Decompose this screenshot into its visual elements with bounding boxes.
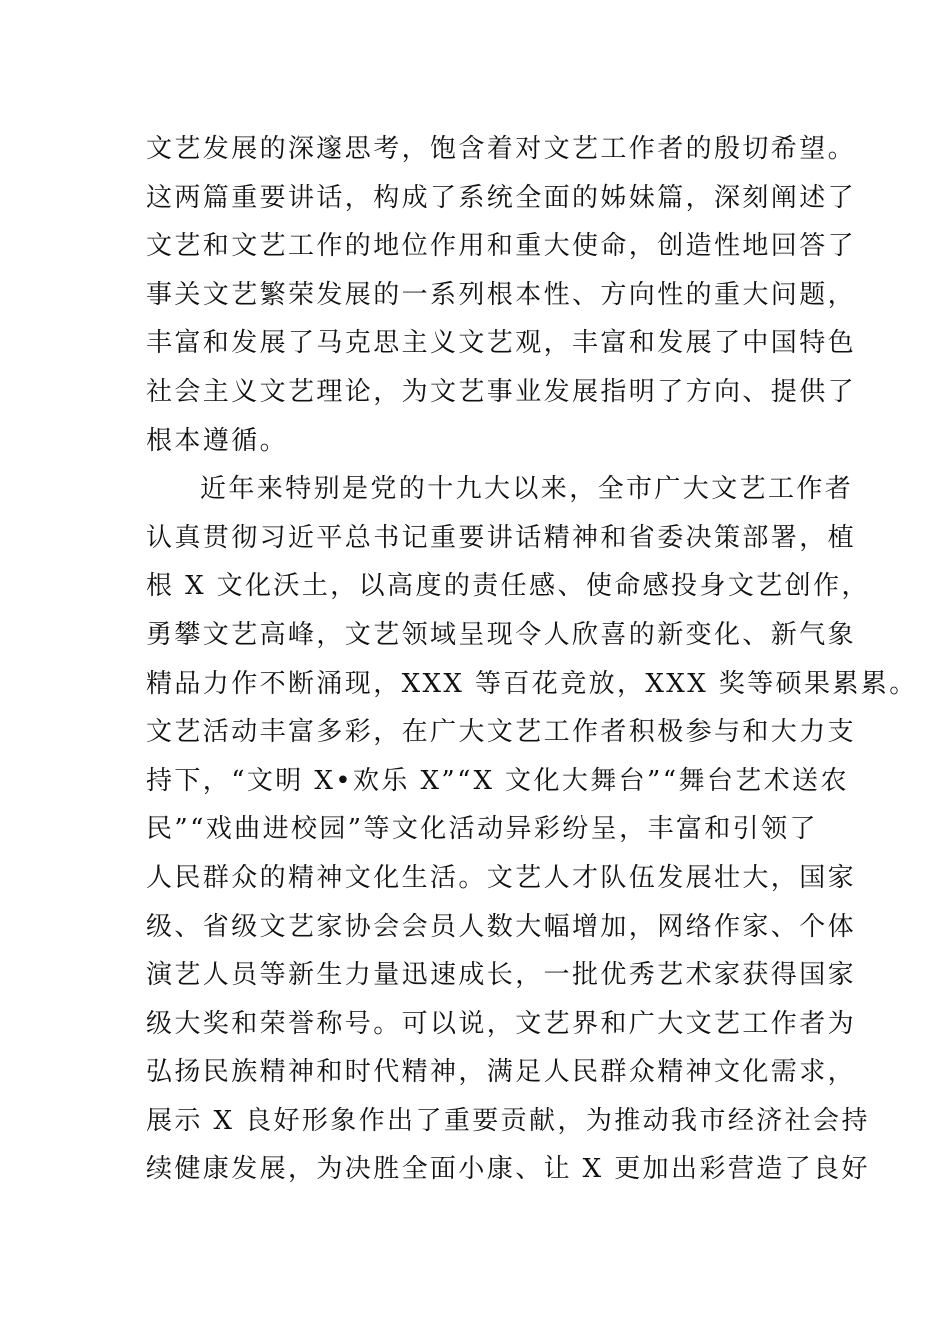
text-line: 事关文艺繁荣发展的一系列根本性、方向性的重大问题， [146, 279, 857, 310]
text-line: 弘扬民族精神和时代精神，满足人民群众精神文化需求， [146, 1057, 857, 1088]
text-line: 级、省级文艺家协会会员人数大幅增加，网络作家、个体 [146, 911, 857, 942]
body-text [146, 125, 918, 1194]
text-line: 根 X 文化沃土，以高度的责任感、使命感投身文艺创作， [146, 571, 870, 602]
text-line: 勇攀文艺高峰，文艺领域呈现令人欣喜的新变化、新气象 [146, 619, 857, 650]
text-line: 演艺人员等新生力量迅速成长，一批优秀艺术家获得国家 [146, 960, 857, 991]
text-line: 持下，“文明 X•欢乐 X”“X 文化大舞台”“舞台艺术送农 [146, 765, 849, 796]
text-line: 展示 X 良好形象作出了重要贡献，为推动我市经济社会持 [146, 1105, 870, 1136]
text-line: 文艺和文艺工作的地位作用和重大使命，创造性地回答了 [146, 231, 857, 262]
text-line: 社会主义文艺理论，为文艺事业发展指明了方向、提供了 [146, 376, 857, 407]
text-line: 认真贯彻习近平总书记重要讲话精神和省委决策部署，植 [146, 522, 857, 553]
paragraph-first-line: 近年来特别是党的十九大以来，全市广大文艺工作者 [200, 474, 854, 505]
text-line: 续健康发展，为决胜全面小康、让 X 更加出彩营造了良好 [146, 1154, 870, 1185]
text-line: 民”“戏曲进校园”等文化活动异彩纷呈，丰富和引领了 [146, 814, 818, 845]
text-line: 根本遵循。 [146, 425, 289, 456]
text-line: 文艺发展的深邃思考，饱含着对文艺工作者的殷切希望。 [146, 134, 857, 164]
text-line: 人民群众的精神文化生活。文艺人才队伍发展壮大，国家 [146, 862, 857, 893]
text-line: 丰富和发展了马克思主义文艺观，丰富和发展了中国特色 [146, 328, 857, 359]
text-line: 这两篇重要讲话，构成了系统全面的姊妹篇，深刻阐述了 [146, 182, 857, 213]
text-line: 文艺活动丰富多彩，在广大文艺工作者积极参与和大力支 [146, 717, 857, 748]
text-line: 精品力作不断涌现，XXX 等百花竞放，XXX 奖等硕果累累。 [146, 668, 918, 699]
text-line: 级大奖和荣誉称号。可以说，文艺界和广大文艺工作者为 [146, 1008, 857, 1039]
